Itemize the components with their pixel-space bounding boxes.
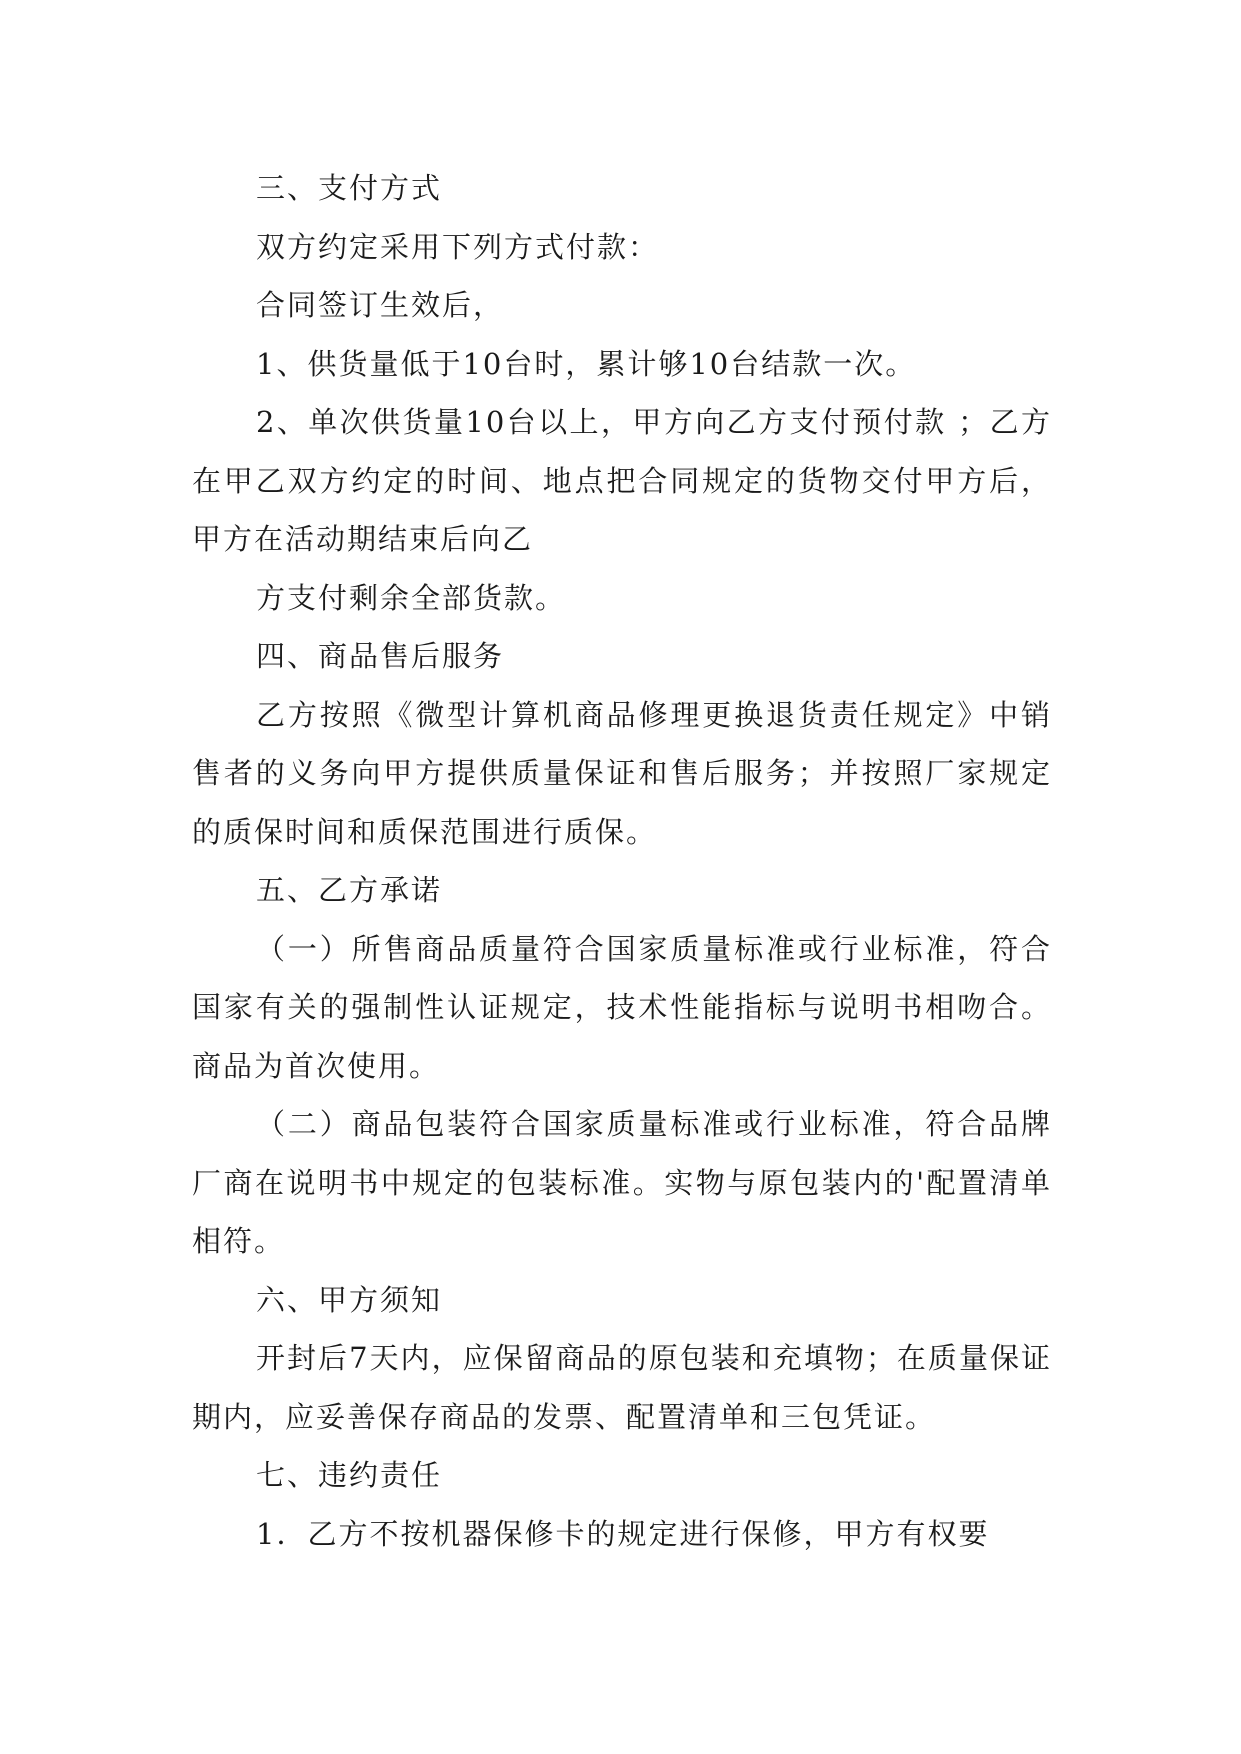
section-heading-after-sales: 四、商品售后服务: [256, 639, 505, 673]
document-body: [192, 159, 1052, 1563]
paragraph-after-sales-service: 乙方按照《微型计算机商品修理更换退货责任规定》中销售者的义务向甲方提供质量保证和售后服务；并按照厂家规定的质保时间和质保范围进行质保。: [192, 697, 1052, 849]
paragraph-remaining-payment: 方支付剩余全部货款。: [256, 580, 567, 615]
paragraph-payment-agreement: 双方约定采用下列方式付款：: [256, 229, 660, 264]
paragraph-commitment-2: （二）商品包装符合国家质量标准或行业标准，符合品牌厂商在说明书中规定的包装标准。实物与原包装内的'配置清单相符。: [192, 1107, 1052, 1258]
section-heading-payment: 三、支付方式: [256, 171, 443, 205]
section-heading-party-a-notice: 六、甲方须知: [256, 1282, 443, 1317]
paragraph-liability-1: 1．乙方不按机器保修卡的规定进行保修，甲方有权要: [256, 1516, 990, 1551]
section-heading-liability: 七、违约责任: [256, 1458, 443, 1492]
paragraph-payment-item-2: 2、单次供货量10台以上，甲方向乙方支付预付款 ；乙方在甲乙双方约定的时间、地点把合同规定的货物交付甲方后，甲方在活动期结束后向乙: [192, 405, 1052, 556]
paragraph-commitment-1: （一）所售商品质量符合国家质量标准或行业标准，符合国家有关的强制性认证规定，技术性能指标与说明书相吻合。商品为首次使用。: [192, 931, 1052, 1083]
paragraph-party-a-notice: 开封后7天内，应保留商品的原包装和充填物；在质量保证期内，应妥善保存商品的发票、配置清单和三包凭证。: [192, 1341, 1052, 1434]
section-heading-party-b-commitment: 五、乙方承诺: [256, 873, 443, 907]
paragraph-payment-item-1: 1、供货量低于10台时，累计够10台结款一次。: [256, 346, 917, 381]
paragraph-contract-effective: 合同签订生效后，: [256, 288, 505, 322]
